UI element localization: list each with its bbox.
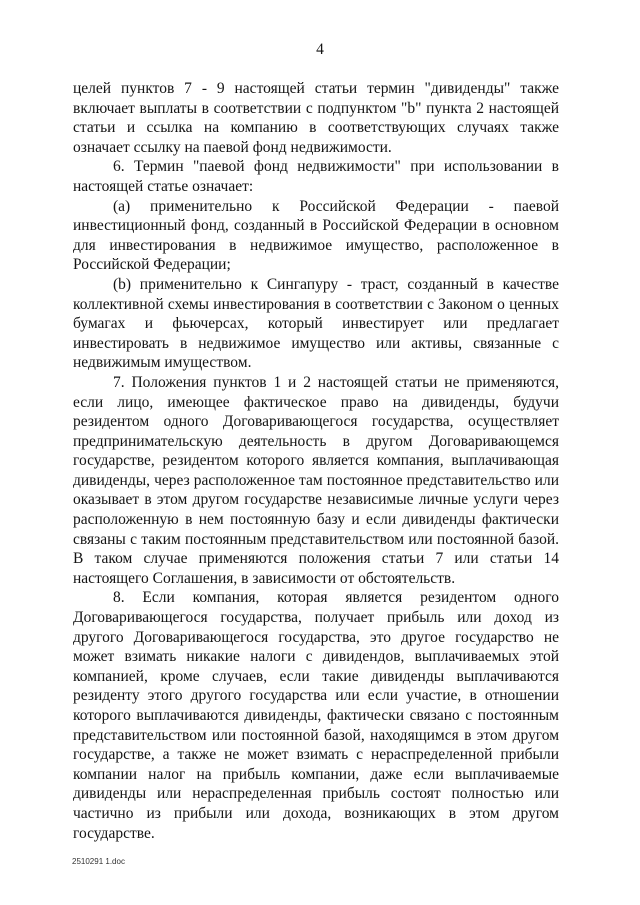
paragraph-6: 6. Термин "паевой фонд недвижимости" при использовании в настоящей статье означает: [73,158,559,195]
paragraph-continuation: целей пунктов 7 - 9 настоящей статьи термин "дивиденды" также включает выплаты в соответствии с подпунктом "b" пункта 2 настоящей статьи и ссылка на компанию в соответствующих случаях также означает ссылку на паевой фонд недвижимости. [73,80,559,156]
footer-filename: 2510291 1.doc [72,857,125,866]
document-body [73,79,559,843]
paragraph-8: 8. Если компания, которая является резидентом одного Договаривающегося государства, получает прибыль или доход из другого Договаривающегося государства, это другое государство не может взимать никакие налоги с дивидендов, выплачиваемых этой компанией, кроме случаев, если такие дивиденды выплачиваются резиденту этого другого государства или если участие, в отношении которого выплачиваются дивиденды, фактически связано с постоянным представительством или постоянной базой, находящимся в этом другом государстве, а также не может взимать с нераспределенной прибыли компании налог на прибыль компании, даже если выплачиваемые дивиденды или нераспределенная прибыль состоят полностью или частично из прибыли или дохода, возникающих в этом другом государстве. [73,589,559,842]
page-number: 4 [316,41,324,58]
paragraph-6b: (b) применительно к Сингапуру - траст, созданный в качестве коллективной схемы инвестирования в соответствии с Законом о ценных бумагах и фьючерсах, который инвестирует или предлагает инвестировать в недвижимое имущество или активы, связанные с недвижимым имуществом. [73,275,559,372]
paragraph-7: 7. Положения пунктов 1 и 2 настоящей статьи не применяются, если лицо, имеющее фактическое право на дивиденды, будучи резидентом одного Договаривающегося государства, осуществляет предпринимательскую деятельность в другом Договаривающемся государстве, резидентом которого является компания, выплачивающая дивиденды, через расположенное там постоянное представительство или оказывает в этом другом государстве независимые личные услуги через расположенную в нем постоянную базу и если дивиденды фактически связаны с таким постоянным представительством или постоянной базой. В таком случае применяются положения статьи 7 или статьи 14 настоящего Соглашения, в зависимости от обстоятельств. [73,373,559,587]
paragraph-6a: (a) применительно к Российской Федерации - паевой инвестиционный фонд, созданный в Российской Федерации в основном для инвестирования в недвижимое имущество, расположенное в Российской Федерации; [73,197,559,274]
